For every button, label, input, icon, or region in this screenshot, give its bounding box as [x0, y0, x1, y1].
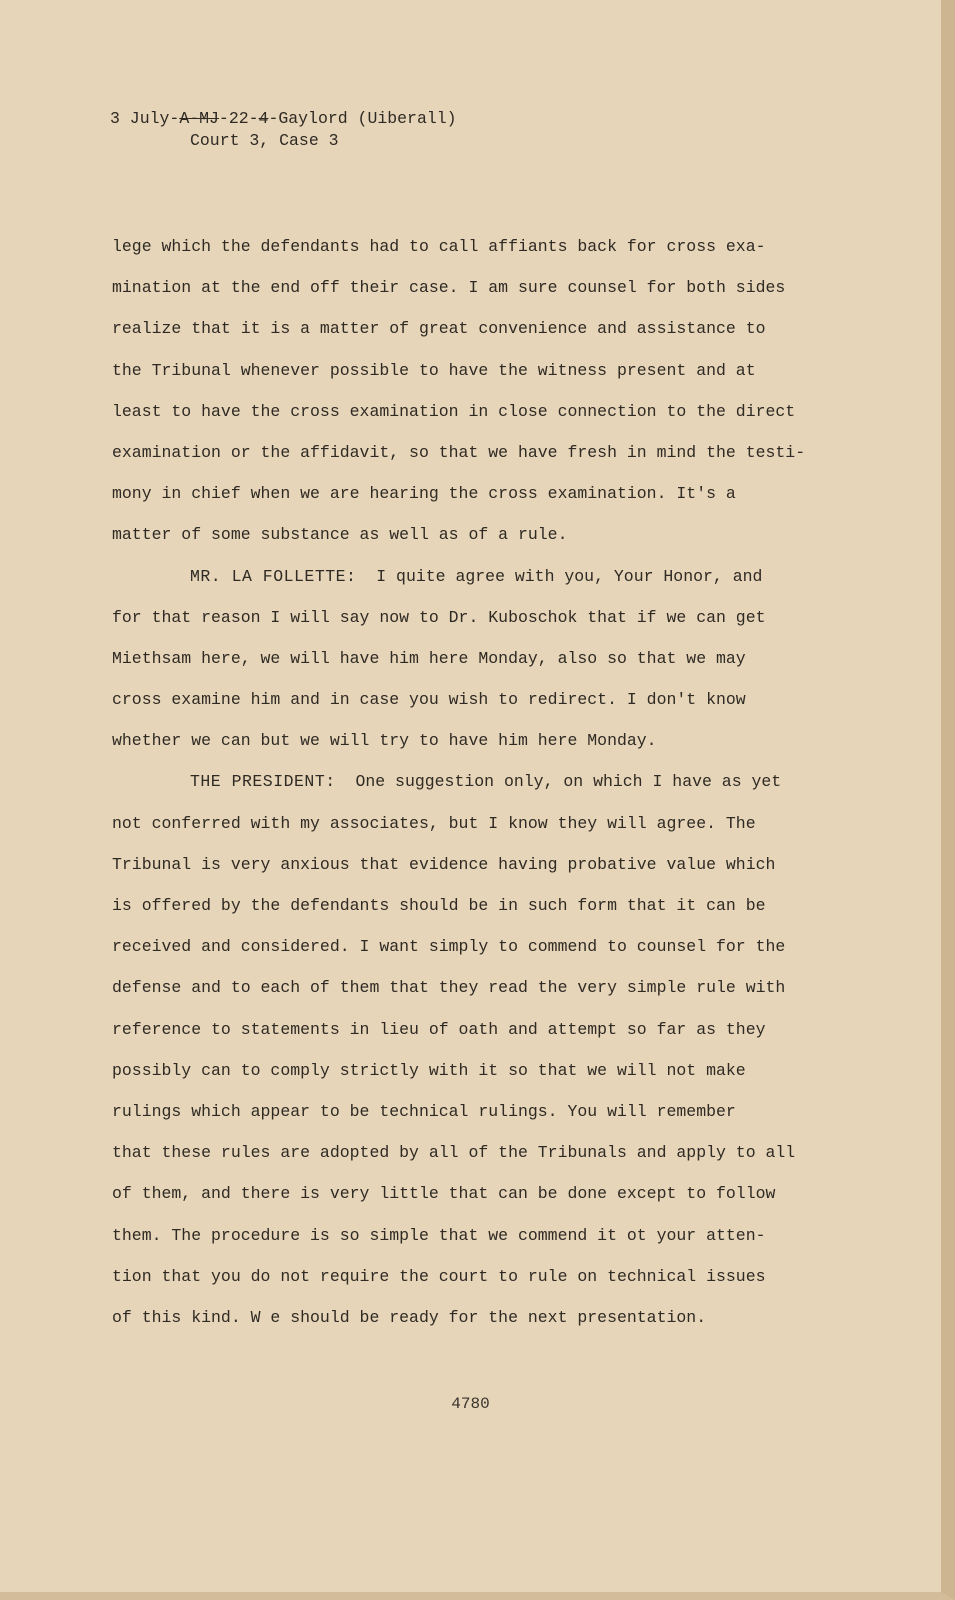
- text-line: least to have the cross examination in close connection to the direct: [112, 401, 796, 421]
- text-line: for that reason I will say now to Dr. Kuboschok that if we can get: [112, 607, 766, 627]
- text-line: them. The procedure is so simple that we commend it ot your atten-: [112, 1225, 766, 1245]
- speaker-line-lafollette: [112, 556, 822, 597]
- text-line: not conferred with my associates, but I know they will agree. The: [112, 813, 756, 833]
- text-line: defense and to each of them that they read the very simple rule with: [112, 978, 786, 998]
- text-line: examination or the affidavit, so that we have fresh in mind the testi-: [112, 442, 806, 462]
- text-line: realize that it is a matter of great convenience and assistance to: [112, 319, 766, 339]
- text-line: lege which the defendants had to call affiants back for cross exa-: [112, 237, 766, 256]
- text-line: whether we can but we will try to have him here Monday.: [112, 731, 657, 751]
- text-line: reference to statements in lieu of oath and attempt so far as they: [112, 1019, 766, 1039]
- header-date: 3 July-: [110, 109, 180, 128]
- text-line: that these rules are adopted by all of the Tribunals and apply to all: [112, 1143, 796, 1163]
- header-struck-digit: 4: [258, 109, 269, 128]
- text-line: of this kind. W e should be ready for the next presentation.: [112, 1307, 707, 1327]
- text-line: Tribunal is very anxious that evidence having probative value which: [112, 854, 776, 874]
- text-line: is offered by the defendants should be in such form that it can be: [112, 896, 766, 915]
- page-number: 4780: [451, 1395, 490, 1413]
- text-line: of them, and there is very little that can be done except to follow: [112, 1184, 776, 1204]
- text-line: rulings which appear to be technical rulings. You will remember: [112, 1101, 736, 1121]
- text-line: possibly can to comply strictly with it so that we will not make: [112, 1060, 746, 1080]
- text-line: matter of some substance as well as of a rule.: [112, 525, 568, 545]
- text-line: the Tribunal whenever possible to have the witness present and at: [112, 360, 756, 380]
- text-line: I quite agree with you, Your Honor, and: [376, 566, 763, 586]
- text-line: cross examine him and in case you wish to redirect. I don't know: [112, 690, 746, 710]
- text-line: mony in chief when we are hearing the cross examination. It's a: [112, 484, 736, 504]
- header-reference-line: [110, 108, 457, 130]
- text-line: Miethsam here, we will have him here Monday, also so that we may: [112, 648, 746, 668]
- text-line: tion that you do not require the court to rule on technical issues: [112, 1266, 766, 1286]
- text-line: received and considered. I want simply to commend to counsel for the: [112, 937, 786, 957]
- header-struck-code: A-MJ: [179, 109, 219, 128]
- transcript-body: [112, 226, 822, 1338]
- header-court-case: Court 3, Case 3: [190, 131, 339, 150]
- text-line: mination at the end off their case. I am sure counsel for both sides: [112, 278, 786, 298]
- speaker-label-president: THE PRESIDENT:: [190, 772, 336, 792]
- header-number: -22-: [218, 109, 259, 128]
- speaker-label-lafollette: MR. LA FOLLETTE:: [190, 566, 357, 586]
- document-header: [110, 108, 457, 152]
- speaker-line-president: [112, 761, 822, 802]
- text-line: One suggestion only, on which I have as yet: [355, 772, 782, 792]
- header-reporter: -Gaylord (Uiberall): [268, 109, 457, 128]
